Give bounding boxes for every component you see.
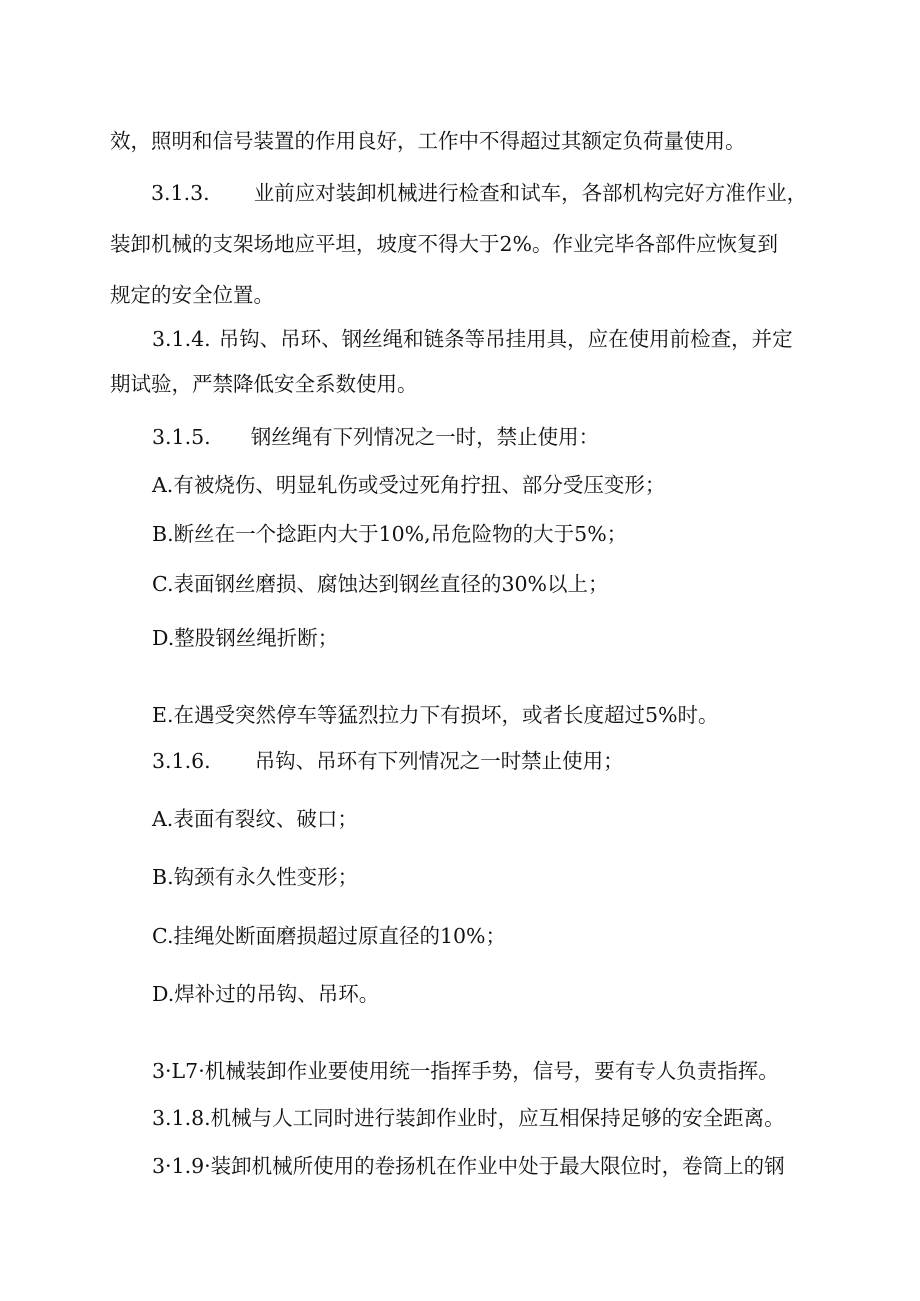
line-text: C.挂绳处断面磨损超过原直径的10%；	[152, 924, 507, 948]
list-item	[152, 520, 627, 548]
line-text: 吊钩、吊环有下列情况之一时禁止使用；	[254, 749, 624, 773]
line-text: A.有被烧伤、明显轧伤或受过死角拧扭、部分受压变形；	[152, 473, 666, 497]
line-text: 规定的安全位置。	[110, 283, 274, 307]
section-number: 3.1.5.	[152, 425, 211, 449]
list-item	[152, 471, 665, 499]
line-text: 期试验，严禁降低安全系数使用。	[110, 372, 418, 396]
section-3-1-4-heading-line	[152, 325, 793, 353]
paragraph-line	[110, 127, 746, 155]
line-text: 钢丝绳有下列情况之一时，禁止使用：	[250, 425, 600, 449]
line-text: D.整股钢丝绳折断；	[152, 626, 339, 650]
line-text: D.焊补过的吊钩、吊环。	[152, 982, 380, 1006]
line-text: B.钩颈有永久性变形；	[152, 865, 359, 889]
section-3-1-3-heading-line	[151, 179, 807, 207]
list-item	[152, 980, 379, 1008]
section-number: 3.1.6.	[152, 749, 211, 773]
line-text: 装卸机械的支架场地应平坦，坡度不得大于2%。作业完毕各部件应恢复到	[110, 232, 779, 256]
list-item	[152, 922, 506, 950]
list-item	[152, 624, 338, 652]
section-3-1-7-line	[152, 1057, 779, 1085]
list-item	[152, 863, 358, 891]
list-item	[152, 570, 609, 598]
line-text: 3.1.8.机械与人工同时进行装卸作业时，应互相保持足够的安全距离。	[152, 1106, 785, 1130]
line-text: E.在遇受突然停车等猛烈拉力下有损坏，或者长度超过5%时。	[152, 703, 719, 727]
line-text: 吊钩、吊环、钢丝绳和链条等吊挂用具，应在使用前检查，并定	[218, 327, 793, 351]
list-item	[152, 805, 358, 833]
line-text: 3·1.9·装卸机械所使用的卷扬机在作业中处于最大限位时，卷筒上的钢	[152, 1154, 785, 1178]
list-item	[152, 701, 719, 729]
paragraph-line	[110, 370, 418, 398]
line-text: A.表面有裂纹、破口；	[152, 807, 358, 831]
line-text: C.表面钢丝磨损、腐蚀达到钢丝直径的30%以上；	[152, 572, 609, 596]
paragraph-line	[110, 281, 274, 309]
section-3-1-9-line	[152, 1152, 785, 1180]
line-text: 3·L7·机械装卸作业要使用统一指挥手势，信号，要有专人负责指挥。	[152, 1059, 779, 1083]
section-3-1-6-heading-line	[152, 747, 624, 775]
section-number: 3.1.4.	[152, 327, 211, 351]
paragraph-line	[110, 230, 778, 258]
line-text: 效，照明和信号装置的作用良好，工作中不得超过其额定负荷量使用。	[110, 129, 746, 153]
section-3-1-5-heading-line	[152, 423, 599, 451]
section-number: 3.1.3.	[151, 181, 210, 205]
line-text: B.断丝在一个捻距内大于10%,吊危险物的大于5%；	[152, 522, 628, 546]
section-3-1-8-line	[152, 1104, 785, 1132]
line-text: 业前应对装卸机械进行检查和试车，各部机构完好方准作业，	[253, 181, 808, 205]
